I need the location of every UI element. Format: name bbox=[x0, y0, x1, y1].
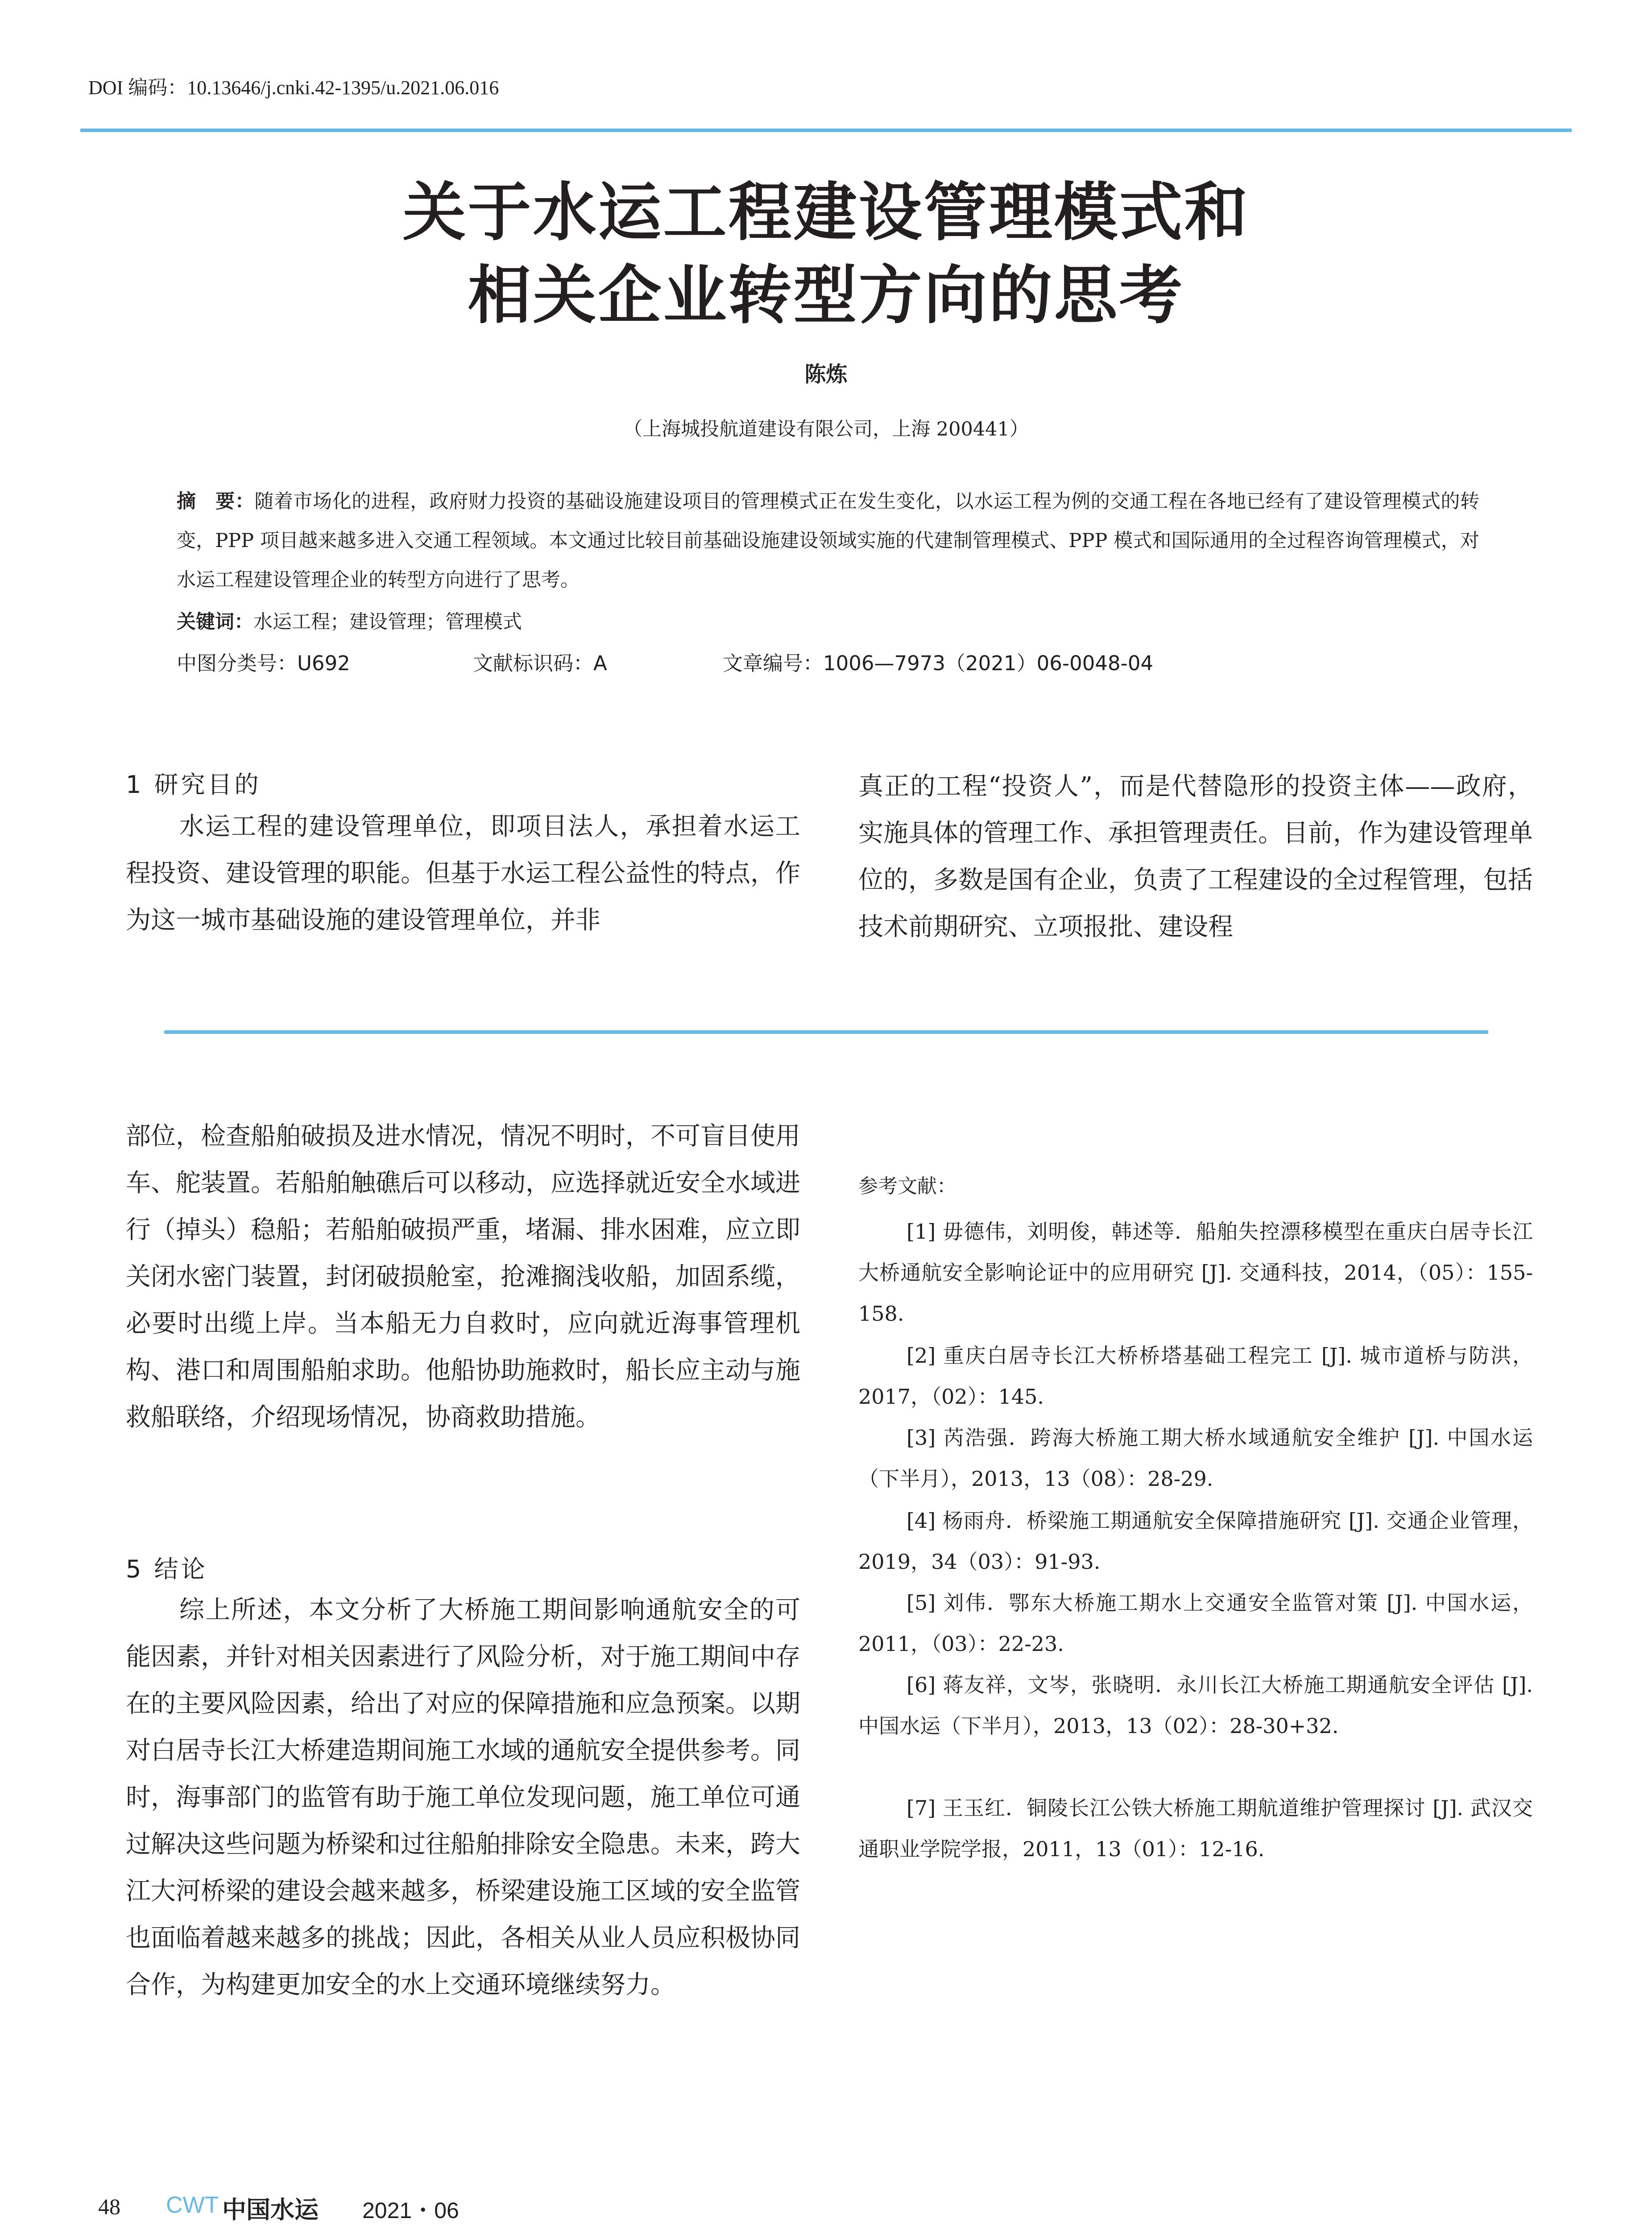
article-number: 文章编号：1006—7973（2021）06-0048-04 bbox=[723, 651, 1154, 675]
section-1-paragraph-right: 真正的工程“投资人”，而是代替隐形的投资主体——政府，实施具体的管理工作、承担管理责任。目前，作为建设管理单位的，多数是国有企业，负责了工程建设的全过程管理，包括技术前期研究、立项报批、建设程 bbox=[858, 772, 1533, 941]
section-1-heading: 1 研究目的 bbox=[126, 771, 261, 799]
article-title-line-2: 相关企业转型方向的思考 bbox=[468, 259, 1184, 332]
reference-item: [2] 重庆白居寺长江大桥桥塔基础工程完工 [J]. 城市道桥与防洪，2017，（02）：145. bbox=[858, 1344, 1533, 1409]
journal-name: 中国水运 bbox=[222, 2196, 319, 2224]
journal-issue: 2021・06 bbox=[362, 2198, 459, 2223]
reference-item: [3] 芮浩强．跨海大桥施工期大桥水域通航安全维护 [J]. 中国水运（下半月），2013，13（08）：28-29. bbox=[858, 1426, 1533, 1491]
reference-item: [5] 刘伟．鄂东大桥施工期水上交通安全监管对策 [J]. 中国水运，2011，（03）：22-23. bbox=[858, 1591, 1533, 1656]
keywords-text: 水运工程；建设管理；管理模式 bbox=[253, 611, 522, 633]
section-1-paragraph-left: 水运工程的建设管理单位，即项目法人，承担着水运工程投资、建设管理的职能。但基于水运工程公益性的特点，作为这一城市基础设施的建设管理单位，并非 bbox=[126, 812, 800, 935]
doi-line: DOI 编码：10.13646/j.cnki.42-1395/u.2021.06.016 bbox=[88, 77, 499, 99]
section-5-heading: 5 结论 bbox=[126, 1555, 208, 1583]
abstract-label: 摘 要： bbox=[177, 490, 255, 513]
keywords bbox=[177, 607, 522, 634]
reference-item: [6] 蒋友祥，文岑，张晓明．永川长江大桥施工期通航安全评估 [J]. 中国水运（下半月），2013，13（02）：28-30+32. bbox=[858, 1673, 1533, 1738]
abstract bbox=[177, 482, 1479, 600]
page-number: 48 bbox=[98, 2194, 120, 2219]
keywords-label: 关键词： bbox=[177, 611, 253, 633]
page-divider-rule bbox=[164, 1030, 1488, 1034]
continued-paragraph: 部位，检查船舶破损及进水情况，情况不明时，不可盲目使用车、舵装置。若船舶触礁后可以移动，应选择就近安全水域进行（掉头）稳船；若船舶破损严重，堵漏、排水困难，应立即关闭水密门装置，封闭破损舱室，抢滩搁浅收船，加固系缆，必要时出缆上岸。当本船无力自救时，应向就近海事管理机构、港口和周围船舶求助。他船协助施救时，船长应主动与施救船联络，介绍现场情况，协商救助措施。 bbox=[126, 1122, 800, 1432]
classification-number: 中图分类号：U692 bbox=[177, 651, 350, 675]
reference-item: [1] 毋德伟，刘明俊，韩述等．船舶失控漂移模型在重庆白居寺长江大桥通航安全影响论证中的应用研究 [J]. 交通科技，2014，（05）：155-158. bbox=[858, 1219, 1533, 1326]
author-name: 陈炼 bbox=[804, 362, 848, 387]
reference-item: [4] 杨雨舟．桥梁施工期通航安全保障措施研究 [J]. 交通企业管理，2019，34（03）：91-93. bbox=[858, 1509, 1533, 1574]
journal-brand-logo: CWT bbox=[166, 2192, 219, 2218]
section-5-paragraph: 综上所述，本文分析了大桥施工期间影响通航安全的可能因素，并针对相关因素进行了风险分析，对于施工期间中存在的主要风险因素，给出了对应的保障措施和应急预案。以期对白居寺长江大桥建造期间施工水域的通航安全提供参考。同时，海事部门的监管有助于施工单位发现问题，施工单位可通过解决这些问题为桥梁和过往船舶排除安全隐患。未来，跨大江大河桥梁的建设会越来越多，桥梁建设施工区域的安全监管也面临着越来越多的挑战；因此，各相关从业人员应积极协同合作，为构建更加安全的水上交通环境继续努力。 bbox=[126, 1596, 800, 1999]
references-heading: 参考文献： bbox=[858, 1175, 956, 1198]
document-code: 文献标识码：A bbox=[473, 651, 607, 675]
author-affiliation: （上海城投航道建设有限公司，上海 200441） bbox=[623, 418, 1029, 440]
article-title-line-1: 关于水运工程建设管理模式和 bbox=[402, 176, 1250, 249]
reference-item: [7] 王玉红．铜陵长江公铁大桥施工期航道维护管理探讨 [J]. 武汉交通职业学院学报，2011，13（01）：12-16. bbox=[858, 1796, 1533, 1861]
abstract-text: 随着市场化的进程，政府财力投资的基础设施建设项目的管理模式正在发生变化，以水运工程为例的交通工程在各地已经有了建设管理模式的转变，PPP 项目越来越多进入交通工程领域。本文通过比较目前基础设施建设领域实施的代建制管理模式、PPP 模式和国际通用的全过程咨询管理模式，对水运工程建设管理企业的转型方向进行了思考。 bbox=[177, 490, 1480, 591]
header-rule bbox=[80, 129, 1572, 132]
